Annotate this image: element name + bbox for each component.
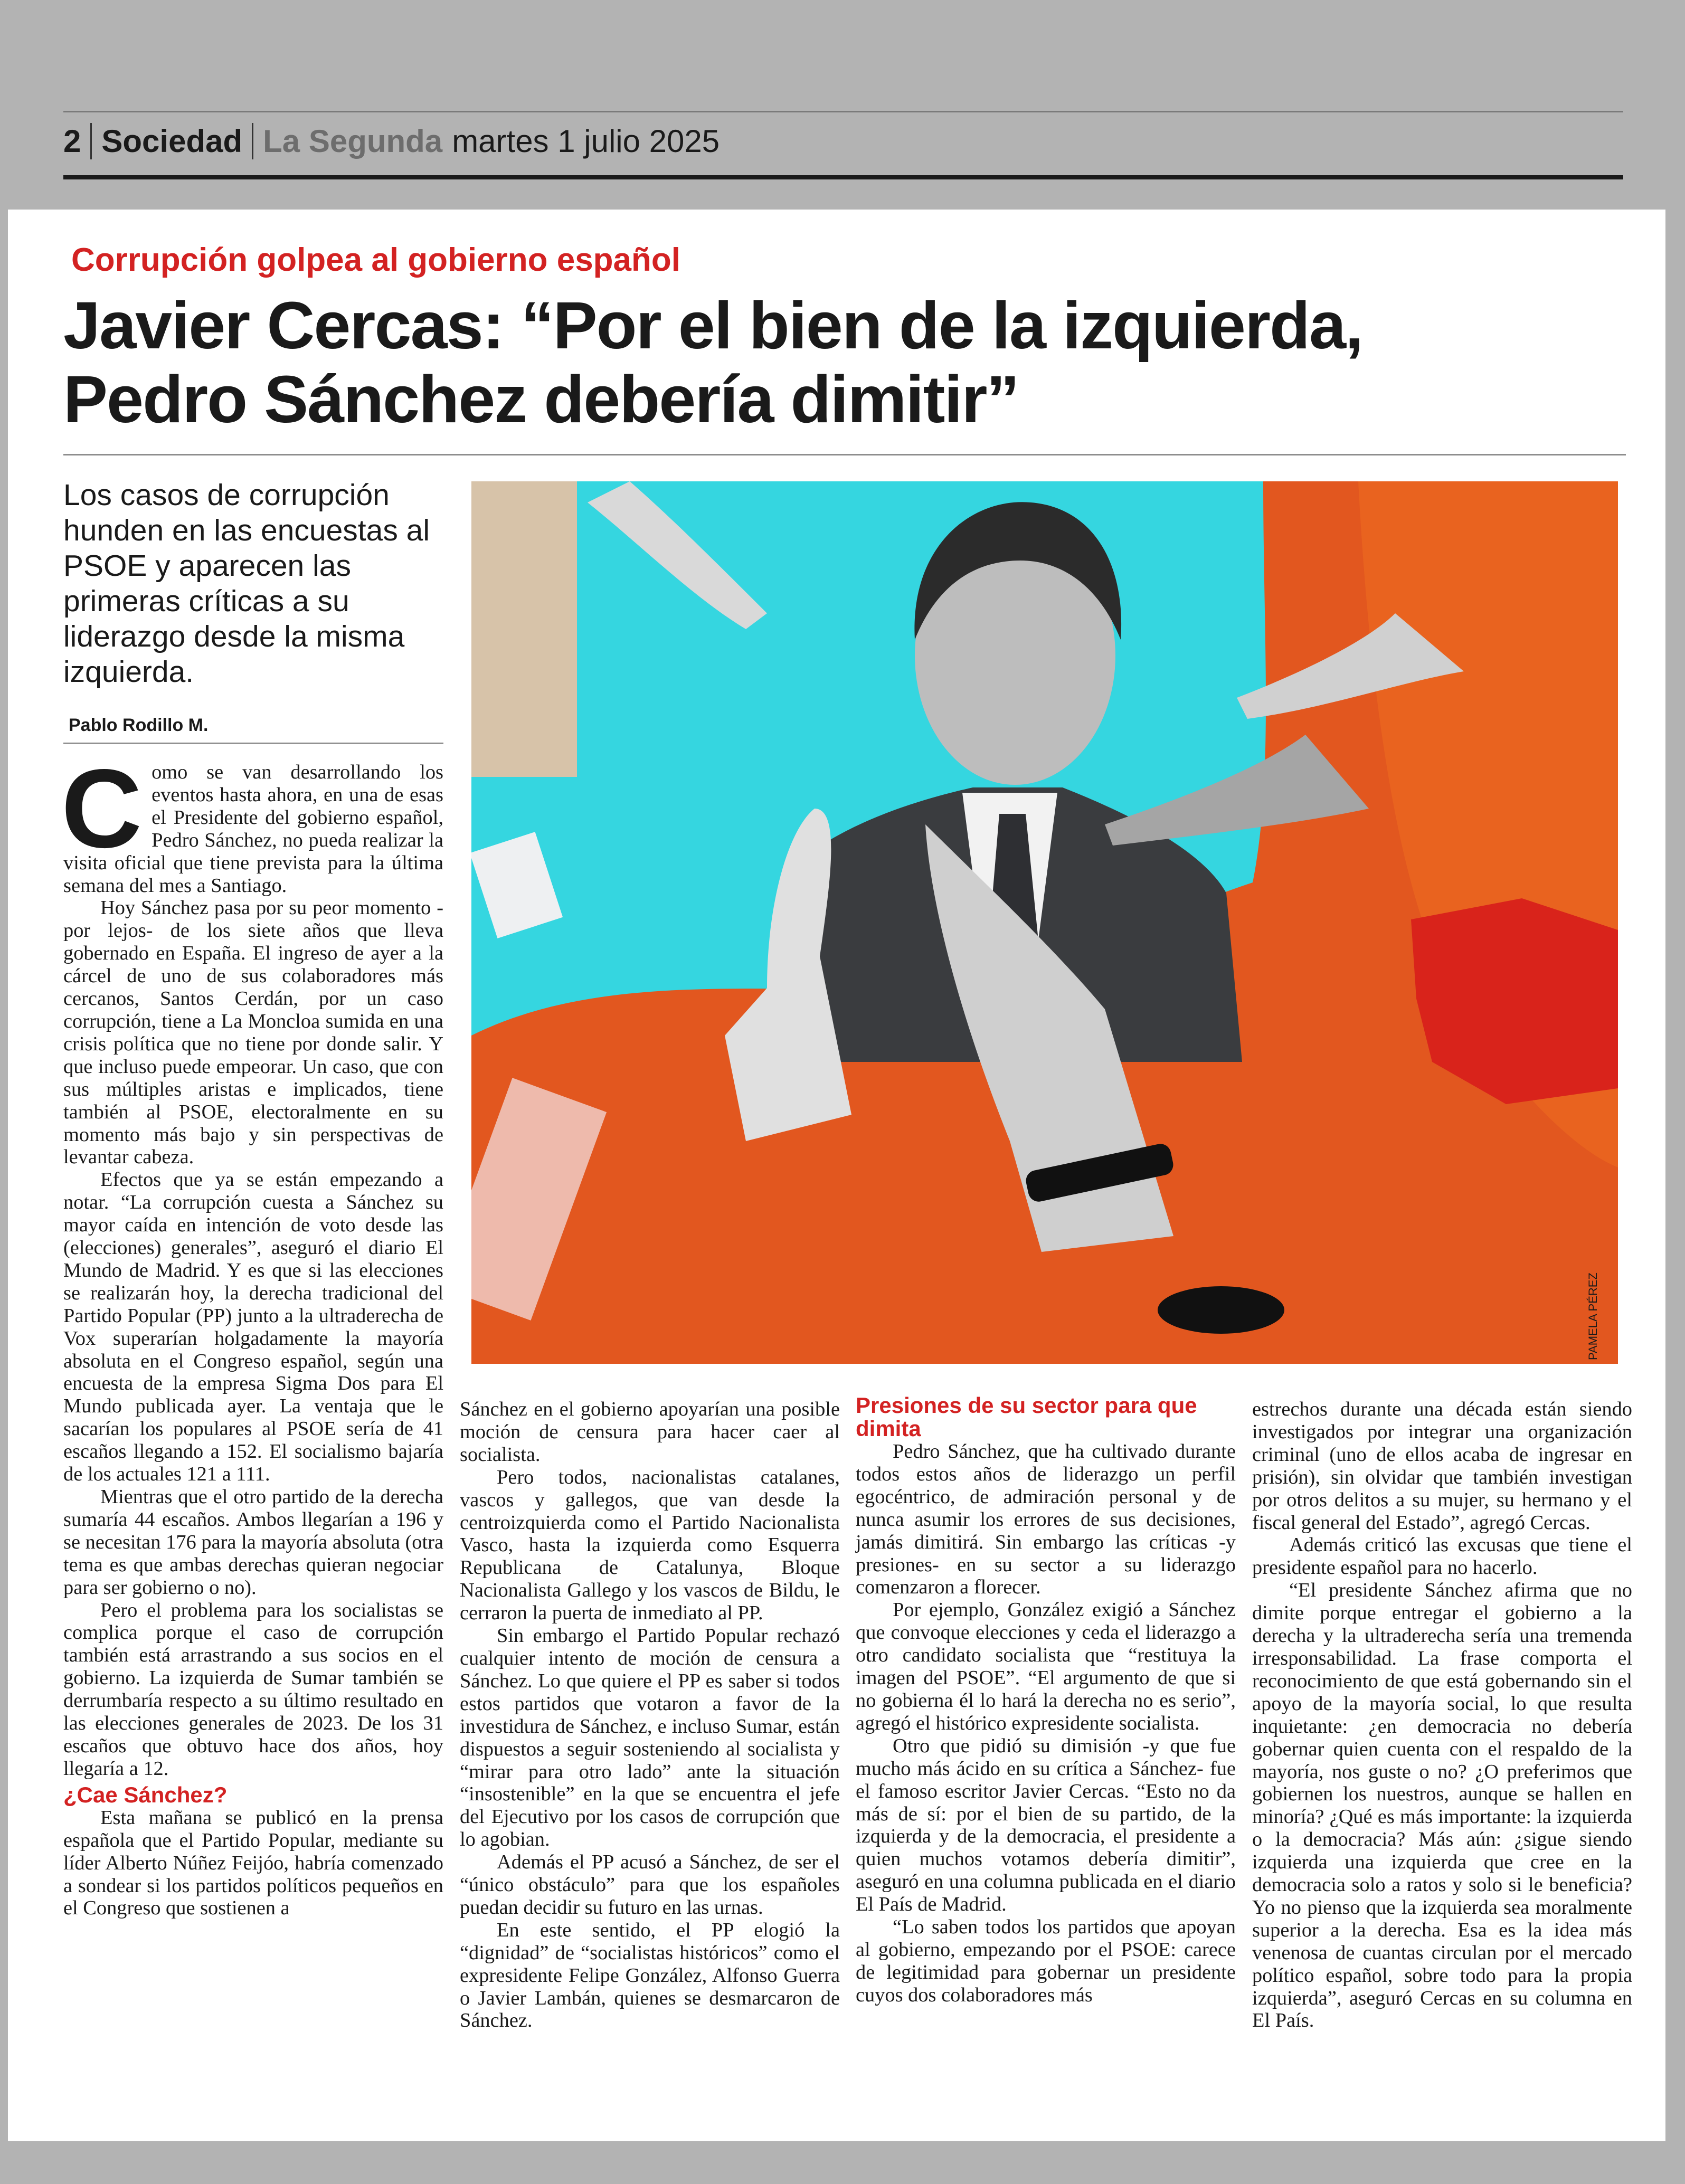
byline-rule	[63, 743, 443, 744]
paragraph: “El presidente Sánchez afirma que no dimite porque entregar el gobierno a la derecha y la ultraderecha sería una tremenda irresponsabilidad. La frase comporta el reconocimiento de que está gobernando sin el apoyo de la mayoría social, lo que resulta inquietante: ¿en democracia no debería gobernar quien cuenta con el respaldo de la mayoría, nos guste o no? ¿O preferimos que gobiernen los nuestros, aunque se hallen en minoría? ¿Qué es más importante: la izquierda o la democracia? Más aún: ¿sigue siendo izquierda una izquierda que cree en la democracia solo a ratos y solo si le beneficia? Yo no pienso que la izquierda sea moralmente superior a la derecha. Esa es la idea más venenosa de cuantas circulan por el mercado político español, sobre todo para la propia izquierda”, aseguró Cercas en su columna en El País.	[1252, 1579, 1632, 2032]
paragraph: Otro que pidió su dimisión -y que fue mucho más ácido en su crítica a Sánchez- fue el famoso escritor Javier Cercas. “Esto no da más de sí: por el bien de su partido, de la izquierda y de la democracia, el presidente a quien muchos votamos debería dimitir”, aseguró en una columna publicada en el diario El País de Madrid.	[856, 1734, 1236, 1916]
paragraph: Sánchez en el gobierno apoyarían una posible moción de censura para hacer caer al socialista.	[460, 1398, 840, 1466]
article-page	[8, 210, 1665, 2141]
paragraph: Además criticó las excusas que tiene el presidente español para no hacerlo.	[1252, 1534, 1632, 1579]
paragraph: Pero todos, nacionalistas catalanes, vascos y gallegos, que van desde la centroizquierda como el Partido Nacionalista Vasco, hasta la izquierda como Esquerra Republicana de Catalunya, Bloque Nacionalista Gallego y los vascos de Bildu, le cerraron la puerta de inmediato al PP.	[460, 1466, 840, 1625]
image-credit: PAMELA PÉREZ	[1586, 1273, 1599, 1360]
subhead: Presiones de su sector para que dimita	[856, 1393, 1197, 1441]
folio-top-rule	[63, 111, 1623, 112]
deck: Los casos de corrupción hunden en las encuestas al PSOE y aparecen las primeras críticas a su liderazgo desde la misma izquierda.	[63, 478, 430, 689]
headline-line-1: Javier Cercas: “Por el bien de la izquierda,	[63, 288, 1363, 363]
paragraph: Mientras que el otro partido de la derecha sumaría 44 escaños. Ambos llegarían a 196 y se necesitan 176 para la mayoría absoluta (otra tema es que ambas derechas quieran negociar para ser gobierno o no).	[63, 1486, 443, 1599]
byline: Pablo Rodillo M.	[69, 715, 209, 735]
paragraph: “Lo saben todos los partidos que apoyan al gobierno, empezando por el PSOE: carece de legitimidad para gobernar un presidente cuyos dos colaboradores más	[856, 1916, 1236, 2006]
paper-scrap-left	[471, 481, 577, 777]
paragraph: Pero el problema para los socialistas se complica porque el caso de corrupción también está arrastrando a sus socios en el gobierno. La izquierda de Sumar también se derrumbaría respecto a su último resultado en las elecciones generales de 2023. De los 31 escaños que obtuvo hace dos años, hoy llegaría a 12.	[63, 1599, 443, 1780]
paragraph: Esta mañana se publicó en la prensa española que el Partido Popular, mediante su líder Alberto Núñez Feijóo, habría comenzado a sondear si los partidos políticos pequeños en el Congreso que sostienen a	[63, 1806, 443, 1920]
illustration-collage	[471, 481, 1618, 1364]
folio	[63, 117, 720, 165]
column-1	[61, 746, 443, 1920]
section-name: Sociedad	[92, 123, 253, 159]
illustration	[471, 481, 1618, 1364]
column-4	[1252, 1398, 1632, 2032]
paragraph: Pedro Sánchez, que ha cultivado durante todos estos años de liderazgo un perfil egocéntrico, de admiración personal y de nunca asumir los errores de sus decisiones, jamás dimitirá. Sin embargo las críticas -y presiones- en su sector a su liderazgo comenzaron a florecer.	[856, 1440, 1236, 1599]
paragraph: Además el PP acusó a Sánchez, de ser el “único obstáculo” para que los españoles puedan decidir su futuro en las urnas.	[460, 1851, 840, 1919]
issue-date: martes 1 julio 2025	[452, 123, 720, 159]
subhead: ¿Cae Sánchez?	[63, 1782, 228, 1807]
paragraph: En este sentido, el PP elogió la “dignidad” de “socialistas históricos” como el expresidente Felipe González, Alfonso Guerra o Javier Lambán, quienes se desmarcaron de Sánchez.	[460, 1919, 840, 2032]
newspaper-name: La Segunda	[263, 123, 443, 159]
page-number: 2	[63, 123, 92, 159]
column-3	[856, 1394, 1236, 2007]
headline	[63, 289, 1621, 436]
paragraph: estrechos durante una década están siendo investigados por integrar una organización criminal (uno de ellos acaba de ingresar en prisión), sin olvidar que también investigan por otros delitos a su mujer, su hermano y el fiscal general del Estado”, agregó Cercas.	[1252, 1398, 1632, 1534]
hole-shadow	[1158, 1286, 1284, 1334]
paragraph: Por ejemplo, González exigió a Sánchez que convoque elecciones y ceda el liderazgo a otro candidato socialista que “restituya la imagen del PSOE”. “El argumento de que si no gobierna él lo hará la derecha no es serio”, agregó el histórico expresidente socialista.	[856, 1599, 1236, 1734]
kicker: Corrupción golpea al gobierno español	[71, 242, 680, 278]
column-2	[460, 1398, 840, 2032]
folio-bottom-rule	[63, 175, 1623, 179]
paragraph: Como se van desarrollando los eventos hasta ahora, en una de esas el Presidente del gobierno español, Pedro Sánchez, no pueda realizar la visita oficial que tiene prevista para la última semana del mes a Santiago.	[61, 746, 443, 897]
headline-line-2: Pedro Sánchez debería dimitir”	[63, 362, 1019, 436]
paragraph: Hoy Sánchez pasa por su peor momento -por lejos- de los siete años que lleva gobernado en España. El ingreso de ayer a la cárcel de uno de sus colaboradores más cercanos, Santos Cerdán, por un caso corrupción, tiene a La Moncloa sumida en una crisis política que no tiene por donde salir. Y que incluso puede empeorar. Un caso, que con sus múltiples aristas e implicados, tiene también al PSOE, electoralmente en su momento más bajo y sin perspectivas de levantar cabeza.	[63, 897, 443, 1169]
paragraph: Efectos que ya se están empezando a notar. “La corrupción cuesta a Sánchez su mayor caída en intención de voto desde las (elecciones) generales”, aseguró el diario El Mundo de Madrid. Y es que si las elecciones se realizarán hoy, la derecha tradicional del Partido Popular (PP) junto a la ultraderecha de Vox superarían holgadamente la mayoría absoluta en el Congreso español, según una encuesta de la empresa Sigma Dos para El Mundo publicada ayer. La ventaja que le sacarían los populares al PSOE sería de 41 escaños llegando a 152. El socialismo bajaría de los actuales 121 a 111.	[63, 1169, 443, 1486]
drop-cap: C	[61, 746, 143, 871]
headline-rule	[63, 454, 1626, 455]
paragraph: Sin embargo el Partido Popular rechazó cualquier intento de moción de censura a Sánchez. Lo que quiere el PP es saber si todos estos partidos que votaron a favor de la investidura de Sánchez, e incluso Sumar, están dispuestos a seguir sosteniendo al socialista y “mirar para otro lado” ante la situación “insostenible” en la que se encuentra el jefe del Ejecutivo por los casos de corrupción que lo agobian.	[460, 1625, 840, 1851]
